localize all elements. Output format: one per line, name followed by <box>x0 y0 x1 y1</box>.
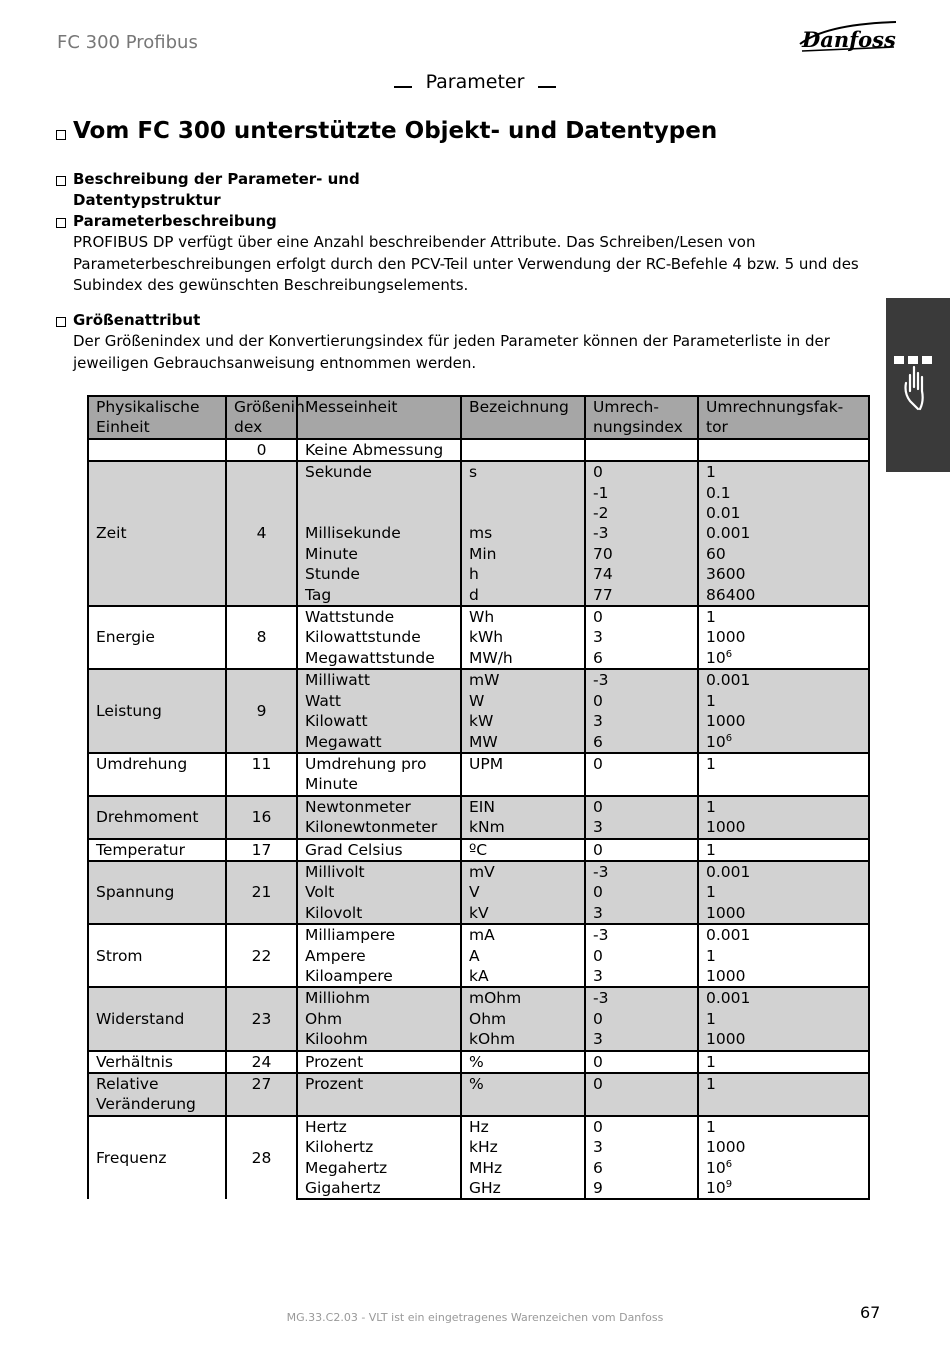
table-row: Kiloampere kA 3 1000 <box>88 966 869 987</box>
table-row: Watt W 0 1 <box>88 691 869 711</box>
group-none <box>88 439 869 461</box>
main-heading: Vom FC 300 unterstützte Objekt- und Datentypen <box>73 118 718 144</box>
table-row: Strom 22 Milliampere mA -3 0.001 <box>88 924 869 945</box>
table-row: Spannung 21 Millivolt mV -3 0.001 <box>88 861 869 882</box>
group-spannung <box>88 861 869 924</box>
table-row: Relative Veränderung 27 Prozent % 0 1 <box>88 1073 869 1094</box>
table-row: -1 0.1 <box>88 483 869 503</box>
table-row: 0 Keine Abmessung <box>88 439 869 461</box>
group-drehmoment <box>88 796 869 839</box>
size-attr-heading: Größenattribut <box>73 311 201 329</box>
table-row: Volt V 0 1 <box>88 882 869 902</box>
group-energie <box>88 606 869 669</box>
square-bullet-icon <box>56 176 66 186</box>
table-row: Drehmoment 16 Newtonmeter EIN 0 1 <box>88 796 869 817</box>
table-row: Kiloohm kOhm 3 1000 <box>88 1029 869 1050</box>
table-row: Megahertz MHz 6 $10^6$ <box>88 1158 869 1178</box>
group-relativ <box>88 1073 869 1116</box>
table-header-row <box>88 396 869 439</box>
table-row: Leistung 9 Milliwatt mW -3 0.001 <box>88 669 869 690</box>
group-verhaeltnis <box>88 1051 869 1073</box>
table-row: Ampere A 0 1 <box>88 946 869 966</box>
table-row: Megawattstunde MW/h 6 $10^6$ <box>88 648 869 669</box>
header-designation: Bezeichnung <box>461 396 585 439</box>
table-row: Gigahertz GHz 9 $10^9$ <box>88 1178 869 1199</box>
group-temperatur <box>88 839 869 861</box>
param-desc-heading: Parameterbeschreibung <box>73 212 277 230</box>
structure-heading: Beschreibung der Parameter- und Datentypstruktur <box>73 170 360 209</box>
header-size: Größenin dex <box>226 396 297 439</box>
table-row: Ohm Ohm 0 1 <box>88 1009 869 1029</box>
table-row: Kilowattstunde kWh 3 1000 <box>88 627 869 647</box>
group-frequenz <box>88 1116 869 1200</box>
table-row: Widerstand 23 Milliohm mOhm -3 0.001 <box>88 987 869 1008</box>
table-row: Kilonewtonmeter kNm 3 1000 <box>88 817 869 838</box>
table-row: Frequenz 28 Hertz Hz 0 1 <box>88 1116 869 1137</box>
square-bullet-icon <box>56 130 66 140</box>
table-row: Megawatt MW 6 $10^6$ <box>88 732 869 753</box>
danfoss-logo <box>796 14 900 54</box>
unit-table <box>87 395 870 1200</box>
group-leistung <box>88 669 869 753</box>
page-number: 67 <box>860 1303 881 1322</box>
section-label: Parameter <box>0 71 950 93</box>
table-row: -2 0.01 <box>88 503 869 523</box>
square-bullet-icon <box>56 218 66 228</box>
size-attr-paragraph: Der Größenindex und der Konvertierungsindex für jeden Parameter können der Parameterliste in der jeweiligen Gebrauchsanweisung entnommen werden. <box>73 332 830 372</box>
table-row: Umdrehung 11 Umdrehung pro UPM 0 1 <box>88 753 869 774</box>
table-row: Millisekunde ms -3 0.001 <box>88 523 869 543</box>
header-conversion-index: Umrech- nungsindex <box>585 396 698 439</box>
document-title: FC 300 Profibus <box>57 32 198 53</box>
group-strom <box>88 924 869 987</box>
param-desc-paragraph: PROFIBUS DP verfügt über eine Anzahl beschreibender Attribute. Das Schreiben/Lesen von Parameterbeschreibungen erfolgt durch den PCV-Teil unter Verwendung der RC-Befehle 4 bzw. 5 und des Subindex des gewünschten Beschreibungselements. <box>73 233 859 294</box>
table-row: Stunde h 74 3600 <box>88 564 869 584</box>
table-row: Minute Min 70 60 <box>88 544 869 564</box>
group-umdrehung <box>88 753 869 796</box>
svg-text:Danfoss: Danfoss <box>802 27 896 52</box>
group-zeit <box>88 461 869 606</box>
table-row: Verhältnis 24 Prozent % 0 1 <box>88 1051 869 1073</box>
hand-pointer-icon <box>892 353 936 413</box>
header-unit: Physikalische Einheit <box>88 396 226 439</box>
table-row: Kilowatt kW 3 1000 <box>88 711 869 731</box>
table-row: Temperatur 17 Grad Celsius ºC 0 1 <box>88 839 869 861</box>
table-row: Zeit 4 Sekunde s 0 1 <box>88 461 869 482</box>
footer-note: MG.33.C2.03 - VLT ist ein eingetragenes Warenzeichen vom Danfoss <box>286 1311 664 1324</box>
group-widerstand <box>88 987 869 1050</box>
table-row: Minute <box>88 774 869 795</box>
table-row: Energie 8 Wattstunde Wh 0 1 <box>88 606 869 627</box>
header-conversion-factor: Umrechnungsfak- tor <box>698 396 869 439</box>
table-row: Tag d 77 86400 <box>88 585 869 606</box>
header-measure: Messeinheit <box>297 396 461 439</box>
table-row: Kilovolt kV 3 1000 <box>88 903 869 924</box>
table-row: Kilohertz kHz 3 1000 <box>88 1137 869 1157</box>
square-bullet-icon <box>56 317 66 327</box>
